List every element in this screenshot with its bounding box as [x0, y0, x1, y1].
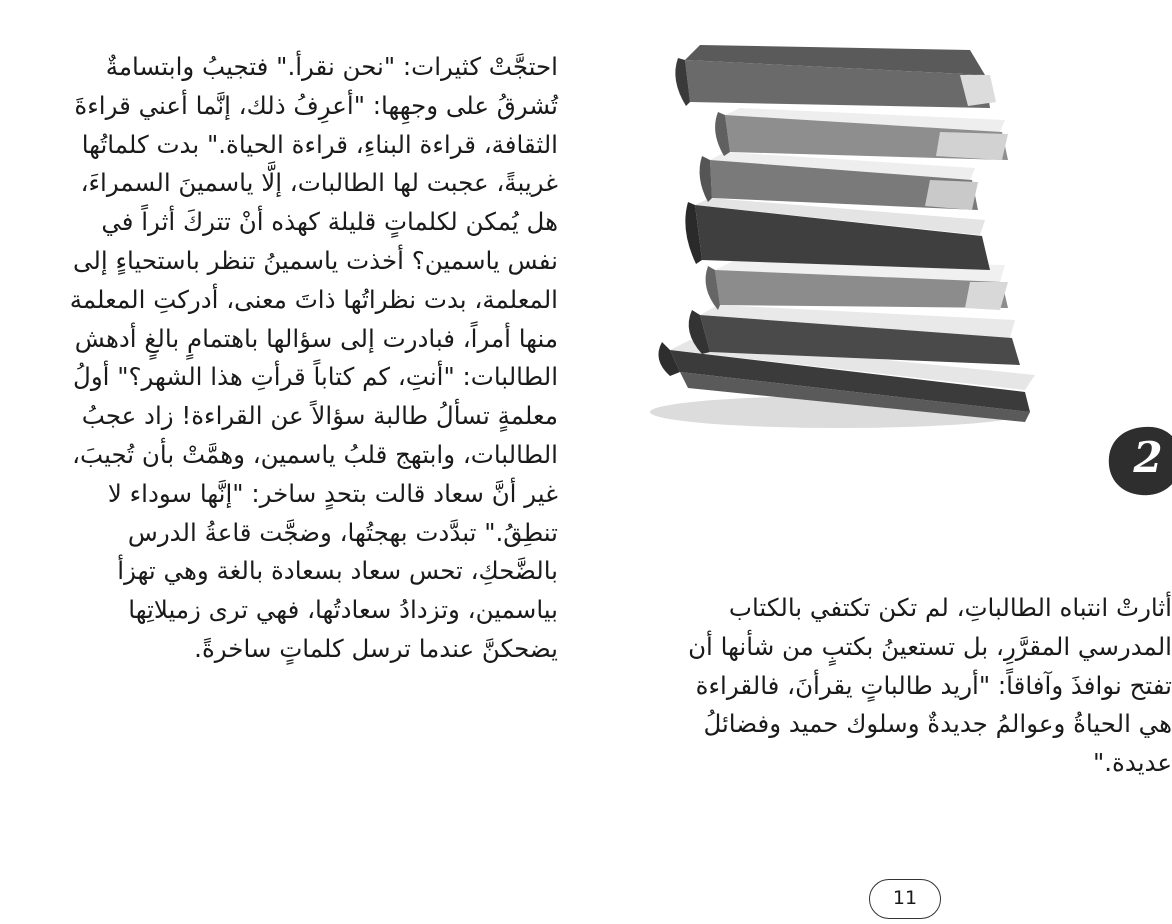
text-line: بالضَّحكِ، تحس سعاد بسعادة بالغة وهي تهزأ — [117, 556, 558, 586]
text-line: هي الحياةُ وعوالمُ جديدةٌ وسلوك حميد وفضائلُ — [703, 709, 1172, 739]
text-line: الطالبات، وابتهج قلبُ ياسمين، وهمَّتْ بأن تُجيبَ، — [72, 439, 558, 469]
book-icon — [715, 108, 1008, 160]
text-line: الطالبات: "أنتِ، كم كتاباً قرأتِ هذا الشهر؟" أولُ — [73, 362, 558, 392]
text-line: نفس ياسمين؟ أخذت ياسمينُ تنظر باستحياءٍ إلى — [72, 245, 558, 275]
text-line: أثارتْ انتباه الطالباتِ، لم تكن تكتفي بالكتاب — [728, 593, 1172, 622]
story-text-right-column — [634, 589, 1172, 783]
text-line: المعلمة، بدت نظراتُها ذاتَ معنى، أدركتِ المعلمة — [69, 284, 558, 314]
book-icon — [685, 198, 990, 270]
text-line: الثقافة، قراءة البناءِ، قراءة الحياة." بدت كلماتُها — [81, 129, 558, 159]
text-line: تُشرقُ على وجهِها: "أعرِفُ ذلك، إنَّما أعني قراءةَ — [74, 90, 558, 120]
text-line: معلمةٍ تسألُ طالبة سؤالاً عن القراءة! زاد عجبُ — [81, 401, 558, 431]
text-line: المدرسي المقرَّرِ، بل تستعينُ بكتبٍ من شأنها أن — [688, 631, 1172, 661]
text-line: تفتح نوافذَ وآفاقاً: "أريد طالباتٍ يقرأنَ، فالقراءة — [695, 670, 1172, 700]
section-number: 2 — [1133, 433, 1163, 482]
text-line: عديدة." — [1092, 748, 1172, 778]
book-icon — [675, 45, 996, 108]
story-text-left-column — [18, 48, 558, 669]
text-line: غير أنَّ سعاد قالت بتحدٍ ساخر: "إنَّها سوداء لا — [107, 478, 558, 508]
text-line: احتجَّتْ كثيرات: "نحن نقرأ." فتجيبُ وابتسامةٌ — [105, 52, 558, 81]
text-line: تنطِقُ." تبدَّدت بهجتُها، وضجَّت قاعةُ الدرس — [127, 517, 558, 547]
text-line: غريبةً، عجبت لها الطالبات، إلَّا ياسمينَ السمراءَ، — [80, 168, 558, 198]
page-number: 11 — [869, 879, 941, 919]
text-line: منها أمراً، فبادرت إلى سؤالها باهتمامٍ بالغٍ أدهش — [74, 323, 558, 353]
section-number-badge — [1105, 423, 1172, 499]
text-line: بياسمين، وتزدادُ سعادتُها، فهي ترى زميلاتِها — [128, 595, 558, 625]
text-line: يضحكنَّ عندما ترسل كلماتٍ ساخرةً. — [194, 633, 558, 663]
stack-of-books-illustration — [640, 20, 1050, 500]
text-line: هل يُمكن لكلماتٍ قليلة كهذه أنْ تتركَ أثراً في — [101, 207, 558, 237]
